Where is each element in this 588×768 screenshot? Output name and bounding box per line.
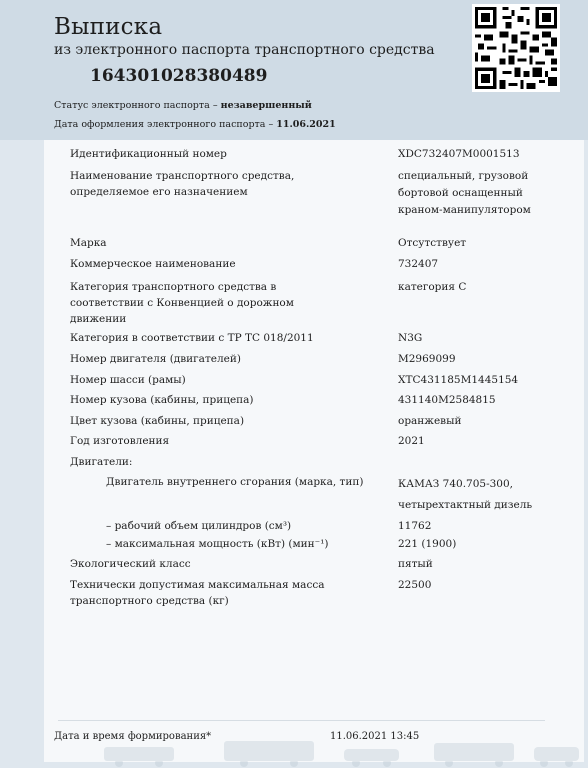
generated-at-label: Дата и время формирования* xyxy=(54,731,212,742)
field-label-vehicle-name: Наименование транспортного средства, определяемое его назначением xyxy=(70,170,295,198)
field-value-year: 2021 xyxy=(398,435,425,447)
field-label-commercial-name: Коммерческое наименование xyxy=(70,258,236,270)
field-value-max-power: 221 (1900) xyxy=(398,538,457,550)
status-value: незавершенный xyxy=(220,100,312,111)
vehicles-watermark-icon xyxy=(44,735,584,768)
field-label-max-power: – максимальная мощность (кВт) (мин⁻¹) xyxy=(106,538,329,550)
field-value-tr-ts-category: N3G xyxy=(398,332,423,344)
field-label-displacement: – рабочий объем цилиндров (см³) xyxy=(106,520,292,532)
field-value-engine-number: M2969099 xyxy=(398,353,456,365)
field-label-year: Год изготовления xyxy=(70,435,170,447)
document-title: Выписка xyxy=(54,14,163,40)
field-value-displacement: 11762 xyxy=(398,520,432,532)
field-label-brand: Марка xyxy=(70,237,107,249)
passport-number: 164301028380489 xyxy=(90,66,268,86)
field-value-max-mass: 22500 xyxy=(398,579,432,591)
field-value-eco-class: пятый xyxy=(398,558,433,570)
date-value: 11.06.2021 xyxy=(276,119,336,130)
generated-at-value: 11.06.2021 13:45 xyxy=(330,731,420,742)
field-value-body-number: 431140M2584815 xyxy=(398,394,496,406)
field-label-eco-class: Экологический класс xyxy=(70,558,191,570)
footer-divider xyxy=(58,720,545,721)
field-label-body-number: Номер кузова (кабины, прицепа) xyxy=(70,394,254,406)
field-label-vin: Идентификационный номер xyxy=(70,148,227,160)
field-value-brand: Отсутствует xyxy=(398,237,467,249)
content-panel xyxy=(44,140,584,762)
status-label: Статус электронного паспорта – xyxy=(54,100,221,111)
field-value-vin: XDC732407M0001513 xyxy=(398,148,520,160)
field-value-chassis-number: XTC431185M1445154 xyxy=(398,374,519,386)
field-value-ice-engine: КАМАЗ 740.705-300, четырехтактный дизель xyxy=(398,478,533,511)
field-label-ice-engine: Двигатель внутреннего сгорания (марка, тип) xyxy=(106,476,364,488)
field-value-commercial-name: 732407 xyxy=(398,258,439,270)
field-label-engines: Двигатели: xyxy=(70,456,133,468)
passport-status xyxy=(54,100,312,111)
field-label-chassis-number: Номер шасси (рамы) xyxy=(70,374,186,386)
date-label: Дата оформления электронного паспорта – xyxy=(54,119,277,130)
field-label-tr-ts-category: Категория в соответствии с ТР ТС 018/2011 xyxy=(70,332,314,344)
issue-date xyxy=(54,119,336,130)
field-label-convention-category: Категория транспортного средства в соответствии с Конвенцией о дорожном движении xyxy=(70,281,294,325)
field-label-max-mass: Технически допустимая максимальная масса транспортного средства (кг) xyxy=(70,579,325,607)
document-subtitle: из электронного паспорта транспортного средства xyxy=(54,42,435,58)
qr-code-icon xyxy=(472,4,560,92)
field-value-convention-category: категория C xyxy=(398,281,467,293)
field-label-engine-number: Номер двигателя (двигателей) xyxy=(70,353,241,365)
field-label-body-color: Цвет кузова (кабины, прицепа) xyxy=(70,415,245,427)
field-value-vehicle-name: специальный, грузовой бортовой оснащенный краном-манипулятором xyxy=(398,170,531,216)
field-value-body-color: оранжевый xyxy=(398,415,462,427)
